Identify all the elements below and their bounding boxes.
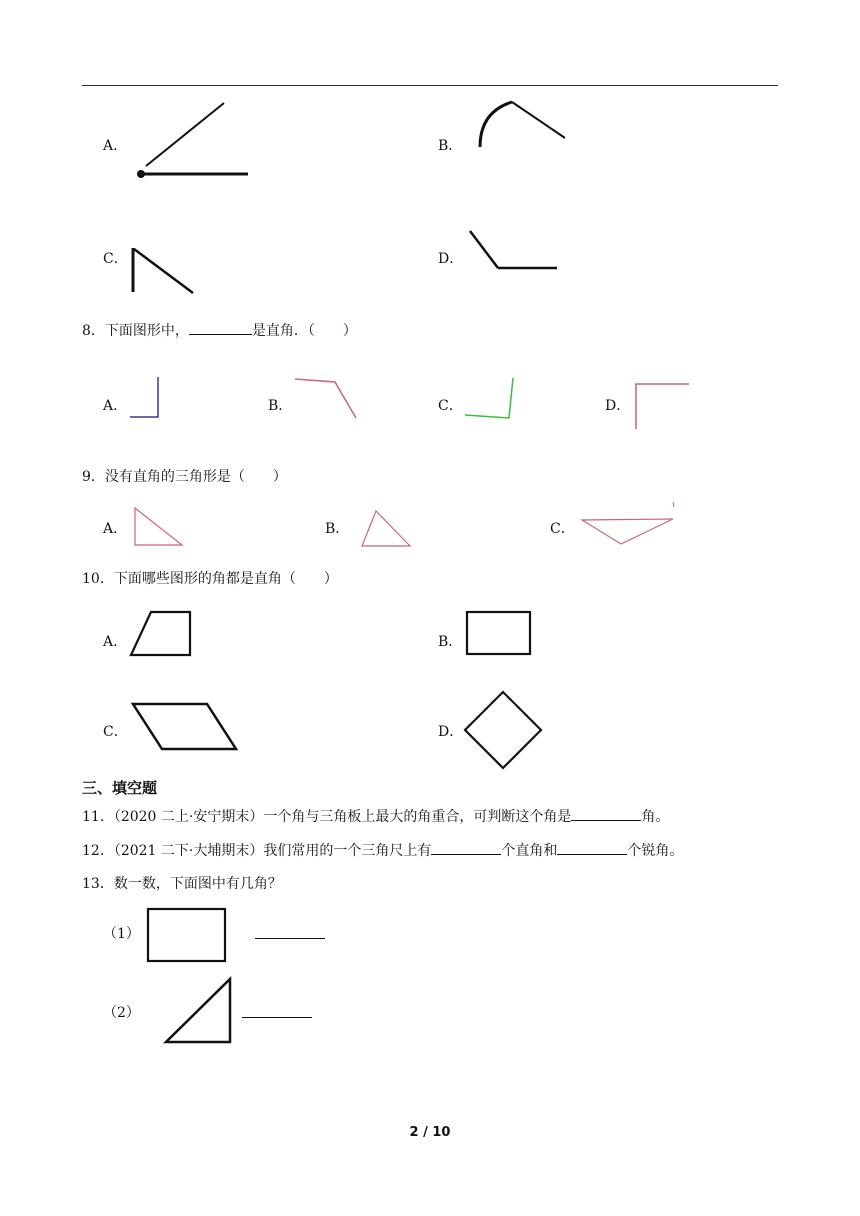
q7-option-d-label: D． [438,251,464,267]
q10-stem: 10．下面哪些图形的角都是直角（ ） [82,571,338,587]
q8-number: 8． [82,323,105,339]
q8-option-b-label: B． [268,398,293,414]
q13-answer-blank-1[interactable] [255,938,325,939]
q13-stem: 13．数一数，下面图中有几角？ [82,876,282,892]
q13-answer-blank-2[interactable] [242,1017,312,1018]
q10-option-a-label: A． [103,634,128,650]
q8-option-a-label: A． [103,398,128,414]
page-number: 2 / 10 [409,1125,451,1140]
q9-option-c-label: C． [550,521,575,537]
q13-sub2-label: （2） [103,1005,140,1021]
q8-text-before: 下面图形中， [104,323,189,339]
q9-option-a-label: A． [103,521,128,537]
q7-option-b-label: B． [438,138,463,154]
q13-figure-1-rectangle [148,909,225,961]
q8-text-after: 是直角．（ ） [251,323,357,339]
q13-sub1-label: （1） [103,926,140,942]
q7-option-a-label: A． [103,138,128,154]
q9-option-b-label: B． [325,521,350,537]
q11-text-before: 11．（2020 二上·安宁期末）一个角与三角板上最大的角重合，可判断这个角是 [82,809,572,825]
q11-text-after: 角。 [641,809,670,825]
q10-option-b-label: B． [438,634,463,650]
q8-option-d-label: D． [605,398,631,414]
q7-option-c-label: C． [103,251,128,267]
section-3-title: 三、填空题 [82,779,158,797]
q10-option-d-label: D． [438,724,464,740]
q13-figure-2-triangle [166,979,230,1042]
q12-text-middle: 个直角和 [501,843,558,859]
q12-text-after: 个锐角。 [627,843,684,859]
q8-option-c-label: C． [438,398,463,414]
q9-stem: 9．没有直角的三角形是（ ） [82,469,287,485]
q12-text-before: 12．（2021 二下·大埔期末）我们常用的一个三角尺上有 [82,843,432,859]
q10-option-c-label: C． [103,724,128,740]
